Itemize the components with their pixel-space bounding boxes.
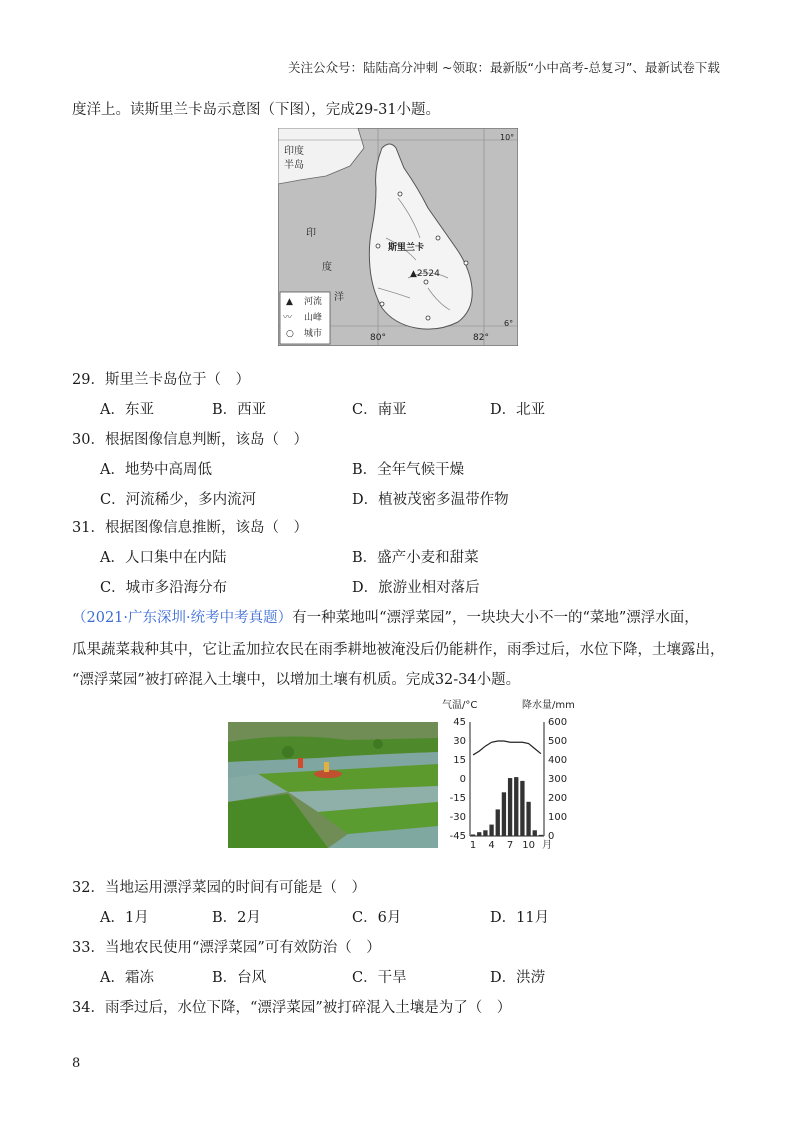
map-peak: ▲2524 [410,269,440,279]
q30-option-a: A．地势中高周低 [100,462,212,478]
precip-bar-4 [489,825,493,836]
page-header: 关注公众号：陆陆高分冲刺 ~领取：最新版“小中高考-总复习”、最新试卷下载 [288,60,720,75]
passage-line-2: 瓜果蔬菜栽种其中，它让孟加拉农民在雨季耕地被淹没后仍能耕作，雨季过后，水位下降，土壤露出， [72,642,725,658]
precip-bar-8 [514,777,518,836]
precip-bar-7 [508,778,512,836]
q33-option-b: B．台风 [212,970,267,986]
q29-option-d: D．北亚 [490,402,546,418]
y-right-tick-500: 500 [548,736,568,747]
y-right-tick-400: 400 [548,755,568,766]
q29-option-b: B．西亚 [212,402,267,418]
q33-option-c: C．干旱 [352,970,407,986]
y-left-tick--45: -45 [449,831,466,842]
q32-option-c: C．6月 [352,910,402,926]
q29-option-a: A．东亚 [100,402,154,418]
q29-option-c: C．南亚 [352,402,407,418]
y-right-tick-300: 300 [548,774,568,785]
map-label-ocean-3: 洋 [334,292,344,303]
precip-bar-5 [496,809,500,836]
question-29: 29．斯里兰卡岛位于（ ） [72,372,250,388]
map-lon-80: 80° [370,333,386,343]
question-30: 30．根据图像信息判断，该岛（ ） [72,432,308,448]
x-tick-7: 7 [506,840,514,851]
y-left-tick-45: 45 [453,717,466,728]
q30-option-b: B．全年气候干燥 [352,462,465,478]
y-right-tick-100: 100 [548,812,568,823]
precip-bar-11 [533,830,537,836]
question-32: 32．当地运用漂浮菜园的时间有可能是（ ） [72,880,366,896]
precip-bar-2 [477,832,481,836]
y-left-tick--30: -30 [449,812,466,823]
y-right-tick-200: 200 [548,793,568,804]
q31-option-c: C．城市多沿海分布 [100,580,228,596]
precip-bar-12 [539,835,543,836]
chart-title-left: 气温/°C [442,700,478,711]
x-unit-label: 月 [542,840,552,851]
question-33: 33．当地农民使用“漂浮菜园”可有效防治（ ） [72,940,381,956]
page-number: 8 [72,1056,81,1071]
legend-label-2: 山峰 [304,313,323,323]
map-label-island: 斯里兰卡 [388,243,425,253]
map-lat-10: 10° [500,133,515,142]
chart-title-right: 降水量/mm [522,700,575,711]
q32-option-a: A．1月 [100,910,149,926]
y-right-tick-600: 600 [548,717,568,728]
map-label-ocean-1: 印 [306,228,316,239]
sri-lanka-map [278,128,518,346]
precip-bar-10 [526,802,530,836]
precip-bar-6 [502,792,506,836]
legend-symbol-3: ○ [286,329,294,339]
q32-option-d: D．11月 [490,910,550,926]
x-tick-10: 10 [522,840,535,851]
map-label-india-2: 半岛 [284,160,304,171]
q31-option-b: B．盛产小麦和甜菜 [352,550,479,566]
legend-label-3: 城市 [304,329,323,339]
legend-symbol-2: 〰 [283,313,293,323]
map-lon-82: 82° [473,333,489,343]
question-34: 34．雨季过后，水位下降，“漂浮菜园”被打碎混入土壤是为了（ ） [72,1000,512,1016]
passage-line-1-text: 有一种菜地叫“漂浮菜园”，一块块大小不一的“菜地”漂浮水面， [292,610,699,626]
passage-source: （2021·广东深圳·统考中考真题） [72,610,293,626]
precip-bar-1 [471,834,475,836]
legend-symbol-1: ▲ [286,297,293,307]
y-left-tick-15: 15 [453,755,466,766]
passage-line-3: “漂浮菜园”被打碎混入土壤中，以增加土壤有机质。完成32-34小题。 [72,672,521,688]
map-lat-6: 6° [504,319,514,328]
question-31: 31．根据图像信息推断，该岛（ ） [72,520,308,536]
q33-option-a: A．霜冻 [100,970,154,986]
precip-bar-9 [520,781,524,836]
x-tick-1: 1 [469,840,477,851]
q31-option-d: D．旅游业相对落后 [352,580,480,596]
map-label-india-1: 印度 [284,146,304,157]
floating-garden-photo [228,722,438,848]
q32-option-b: B．2月 [212,910,261,926]
y-left-tick--15: -15 [449,793,466,804]
y-right-tick-0: 0 [548,831,555,842]
climate-chart [440,696,580,856]
passage-line-1 [72,606,699,627]
intro-line: 度洋上。读斯里兰卡岛示意图（下图），完成29-31小题。 [72,102,441,118]
legend-label-1: 河流 [304,297,323,307]
q30-option-c: C．河流稀少，多内流河 [100,492,257,508]
y-left-tick-30: 30 [453,736,466,747]
q30-option-d: D．植被茂密多温带作物 [352,492,509,508]
precip-bar-3 [483,830,487,836]
q33-option-d: D．洪涝 [490,970,546,986]
y-left-tick-0: 0 [459,774,466,785]
temperature-line [473,741,541,755]
q31-option-a: A．人口集中在内陆 [100,550,227,566]
map-label-ocean-2: 度 [322,262,332,273]
x-tick-4: 4 [488,840,495,851]
